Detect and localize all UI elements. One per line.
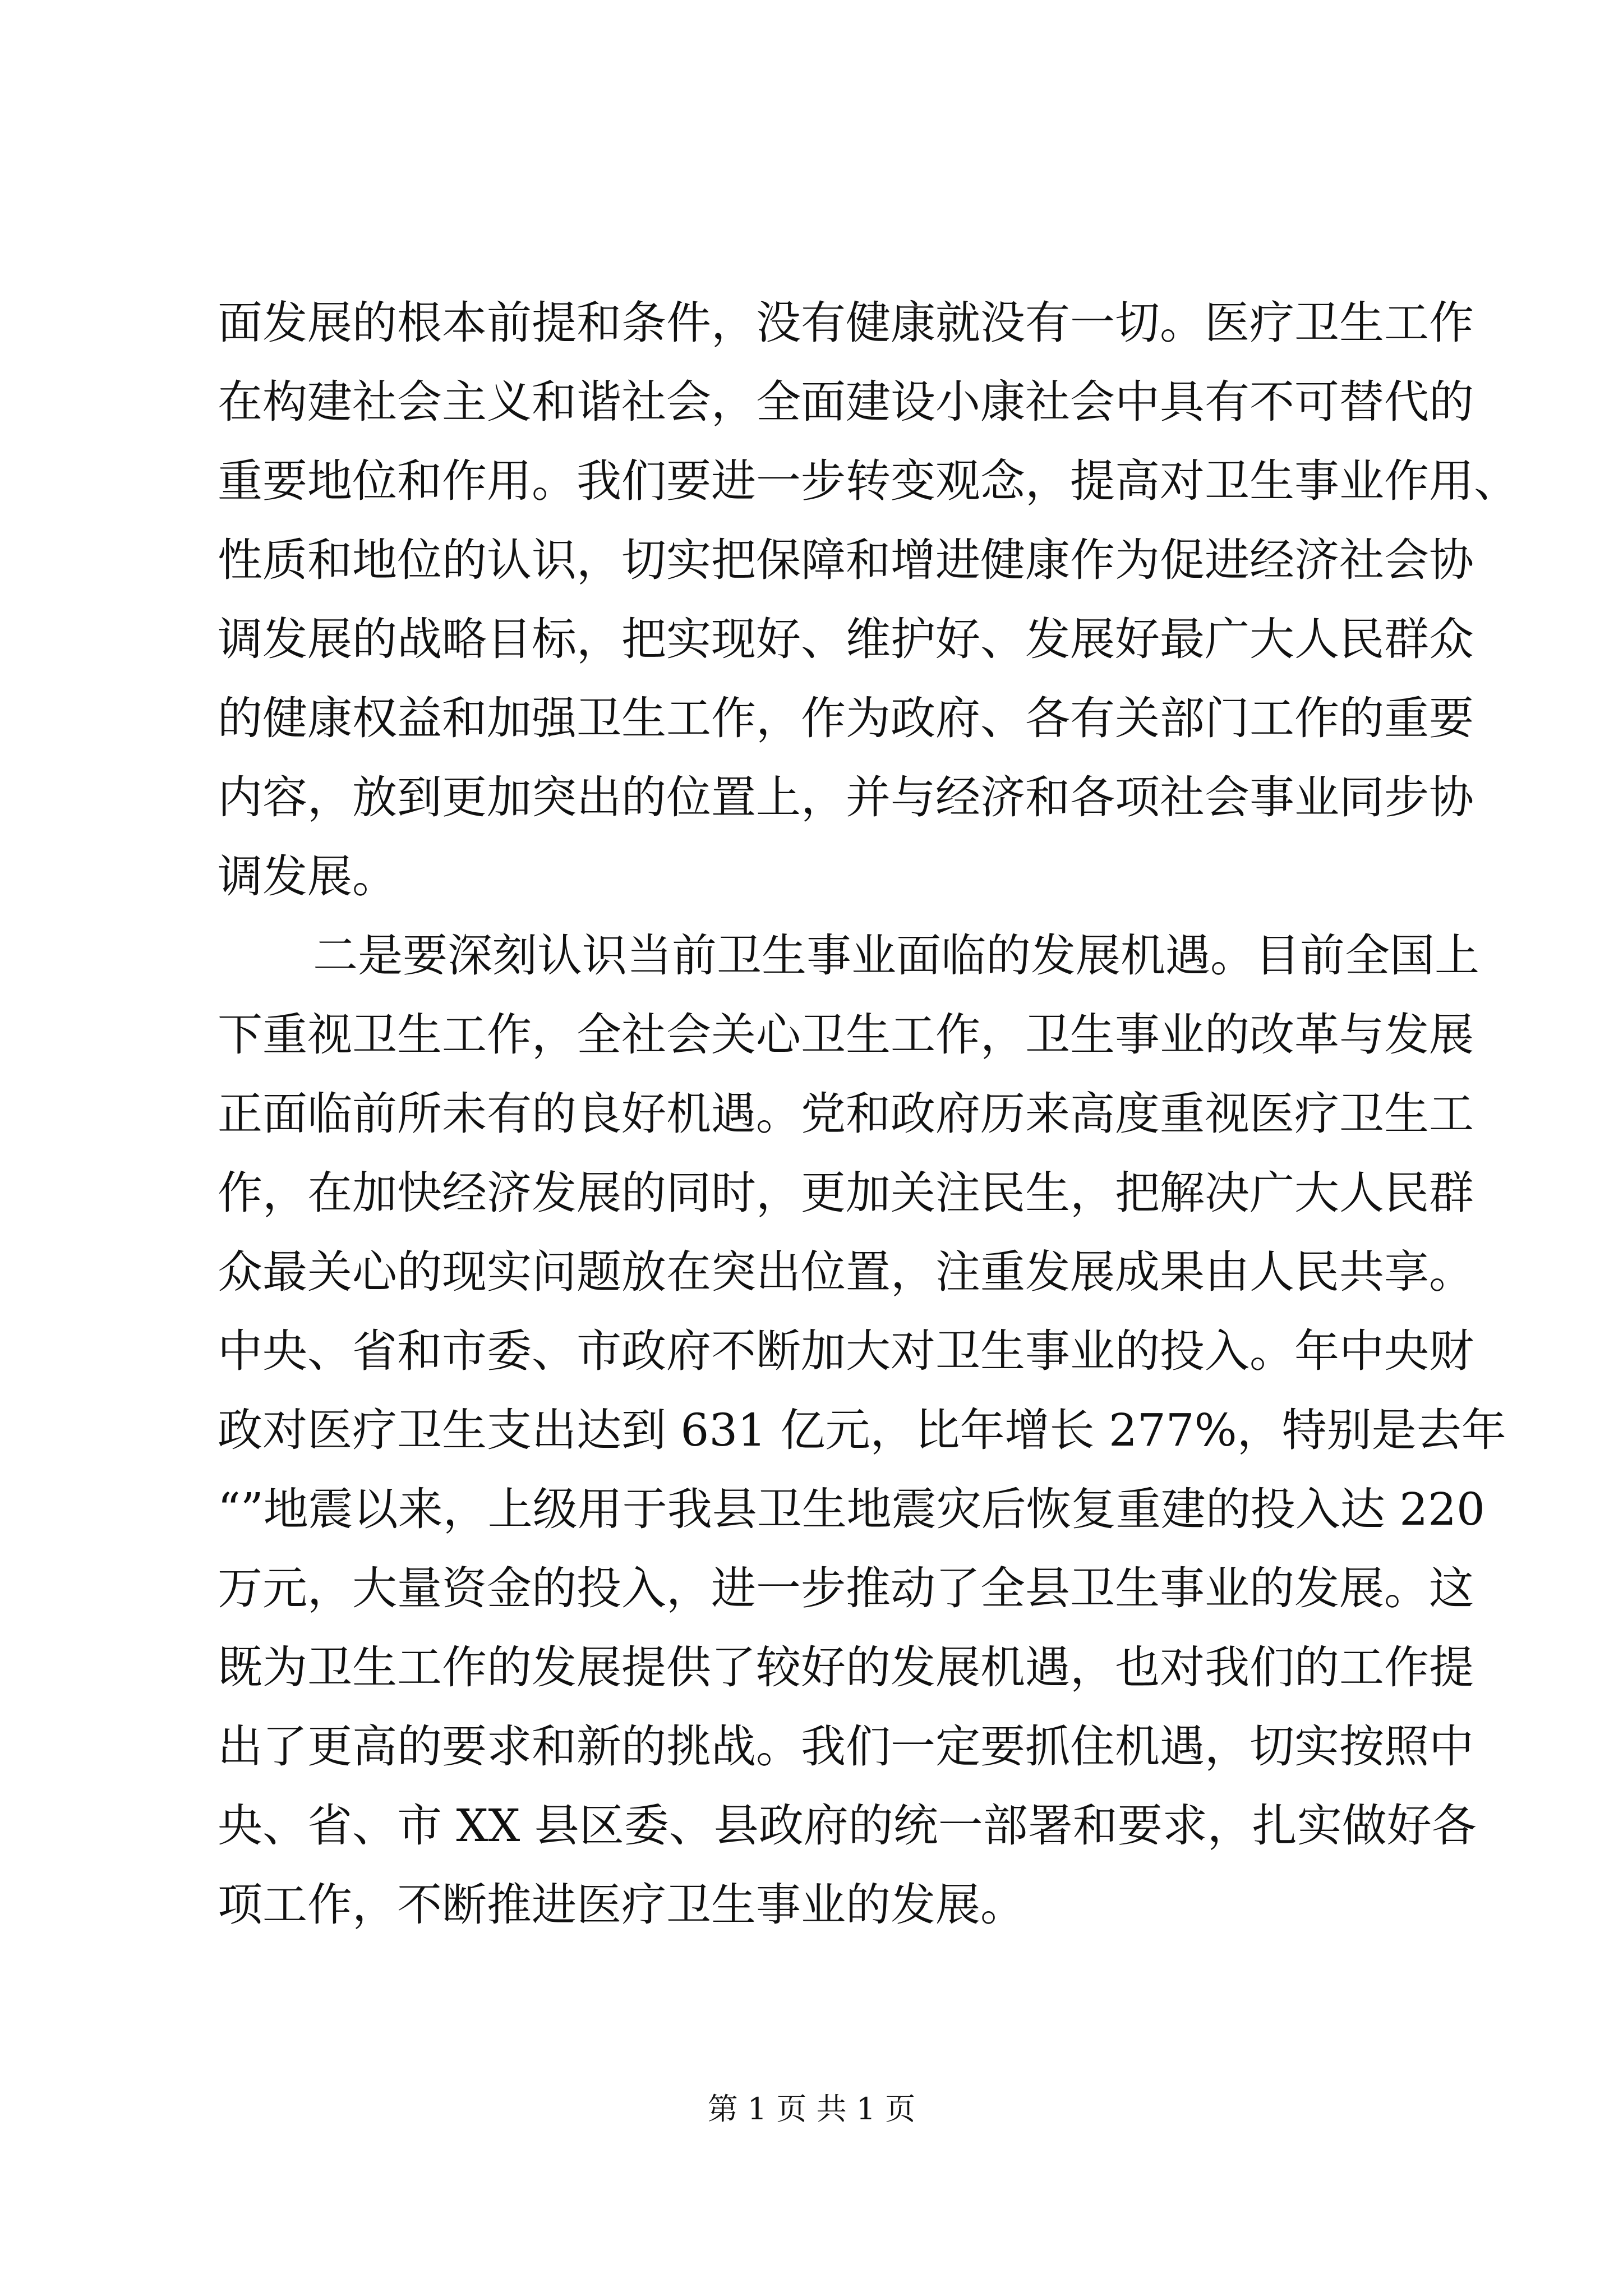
text-line: 正面临前所未有的良好机遇。党和政府历来高度重视医疗卫生工 [218,1088,1474,1140]
text-line: 内容，放到更加突出的位置上，并与经济和各项社会事业同步协 [218,771,1474,823]
text-line: 项工作，不断推进医疗卫生事业的发展。 [218,1879,1025,1931]
text-line: 政对医疗卫生支出达到 631 亿元，比年增长 277%，特别是去年 [218,1404,1506,1456]
text-line: 面发展的根本前提和条件，没有健康就没有一切。医疗卫生工作 [218,297,1474,349]
page-number-footer: 第 1 页 共 1 页 [707,2091,916,2127]
text-line: 中央、省和市委、市政府不断加大对卫生事业的投入。年中央财 [218,1325,1474,1377]
text-line: 作，在加快经济发展的同时，更加关注民生，把解决广大人民群 [218,1167,1474,1219]
text-line: 调发展的战略目标，把实现好、维护好、发展好最广大人民群众 [218,613,1474,665]
text-line: 重要地位和作用。我们要进一步转变观念，提高对卫生事业作用、 [218,455,1519,507]
text-line: 调发展。 [218,850,397,903]
text-line: 央、省、市 XX 县区委、县政府的统一部署和要求，扎实做好各 [218,1800,1477,1852]
text-line: 众最关心的现实问题放在突出位置，注重发展成果由人民共享。 [218,1246,1474,1298]
paragraph-first-line: 二是要深刻认识当前卫生事业面临的发展机遇。目前全国上 [313,930,1479,982]
text-line: 既为卫生工作的发展提供了较好的发展机遇，也对我们的工作提 [218,1641,1474,1694]
text-line: 的健康权益和加强卫生工作，作为政府、各有关部门工作的重要 [218,692,1474,744]
text-line: 下重视卫生工作，全社会关心卫生工作，卫生事业的改革与发展 [218,1009,1474,1061]
text-line: “”地震以来，上级用于我县卫生地震灾后恢复重建的投入达 220 [218,1483,1485,1535]
text-line: 性质和地位的认识，切实把保障和增进健康作为促进经济社会协 [218,534,1474,586]
text-line: 万元，大量资金的投入，进一步推动了全县卫生事业的发展。这 [218,1562,1474,1614]
text-line: 出了更高的要求和新的挑战。我们一定要抓住机遇，切实按照中 [218,1720,1474,1773]
text-line: 在构建社会主义和谐社会，全面建设小康社会中具有不可替代的 [218,376,1474,428]
